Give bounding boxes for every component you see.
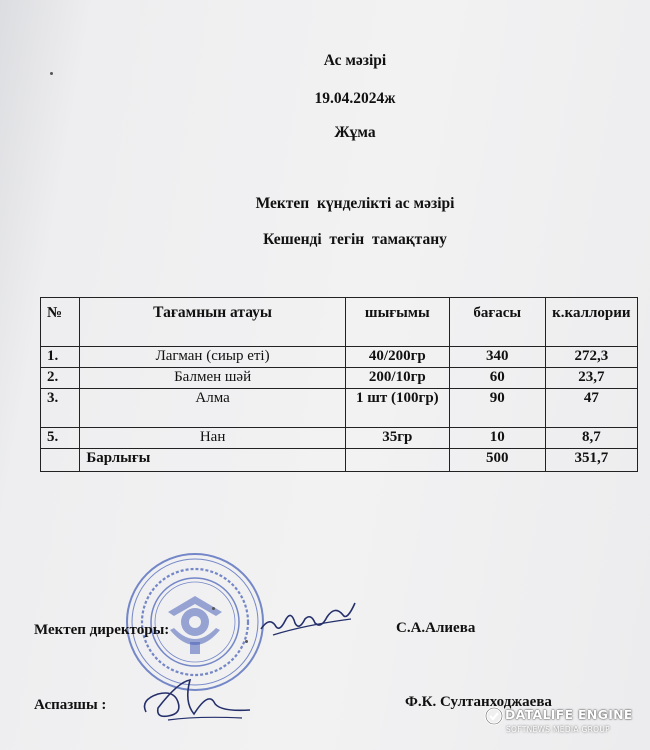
cell-kcal: 23,7 (545, 368, 637, 389)
cell-name: Лагман (сиыр еті) (80, 347, 345, 368)
watermark-logo-icon (484, 706, 504, 726)
cell-yield: 35гр (345, 428, 449, 449)
director-label: Мектеп директоры: (34, 622, 170, 638)
watermark-subtitle: SOFTNEWS MEDIA GROUP (506, 725, 610, 734)
cell-name: Нан (80, 428, 345, 449)
cell-yield: 1 шт (100гр) (345, 389, 449, 428)
col-header-price: бағасы (449, 298, 545, 347)
menu-title: Ас мәзірі (323, 52, 387, 69)
cook-label: Аспазшы : (34, 697, 107, 713)
table-row (41, 389, 638, 428)
cell-yield-empty (345, 449, 449, 472)
table-header-row (41, 298, 638, 347)
total-price: 500 (449, 449, 545, 472)
table-total-row (41, 449, 638, 472)
table-row (41, 368, 638, 389)
paper-speck (50, 72, 53, 75)
total-kcal: 351,7 (545, 449, 637, 472)
total-label: Барлығы (80, 449, 345, 472)
cell-no: 2. (41, 368, 80, 389)
cell-no: 5. (41, 428, 80, 449)
cell-no: 3. (41, 389, 80, 428)
col-header-yield: шығымы (345, 298, 449, 347)
cell-yield: 200/10гр (345, 368, 449, 389)
menu-subtitle: Мектеп күнделікті ас мәзірі (255, 195, 455, 212)
cell-price: 340 (449, 347, 545, 368)
col-header-name: Тағамнын атауы (80, 298, 345, 347)
cell-no: 1. (41, 347, 80, 368)
cell-kcal: 47 (545, 389, 637, 428)
menu-date: 19.04.2024ж (314, 90, 396, 107)
cell-no-empty (41, 449, 80, 472)
cell-name: Балмен шәй (80, 368, 345, 389)
cell-price: 60 (449, 368, 545, 389)
menu-program: Кешенді тегін тамақтану (263, 231, 447, 248)
cell-price: 90 (449, 389, 545, 428)
cook-signature (138, 672, 258, 727)
paper-speck (212, 607, 215, 610)
cell-kcal: 8,7 (545, 428, 637, 449)
cell-name: Алма (80, 389, 345, 428)
cell-kcal: 272,3 (545, 347, 637, 368)
menu-weekday: Жұма (334, 124, 376, 141)
col-header-no: № (41, 298, 80, 347)
table-row (41, 347, 638, 368)
cell-price: 10 (449, 428, 545, 449)
director-name: С.А.Алиева (396, 620, 476, 636)
cell-yield: 40/200гр (345, 347, 449, 368)
cook-name: Ф.К. Султанходжаева (405, 694, 552, 710)
paper-speck (245, 640, 248, 643)
table-row (41, 428, 638, 449)
col-header-kcal: к.каллории (545, 298, 637, 347)
menu-table (40, 297, 638, 472)
director-signature (255, 595, 365, 645)
watermark-brand: DATALIFE ENGINE (505, 707, 633, 722)
